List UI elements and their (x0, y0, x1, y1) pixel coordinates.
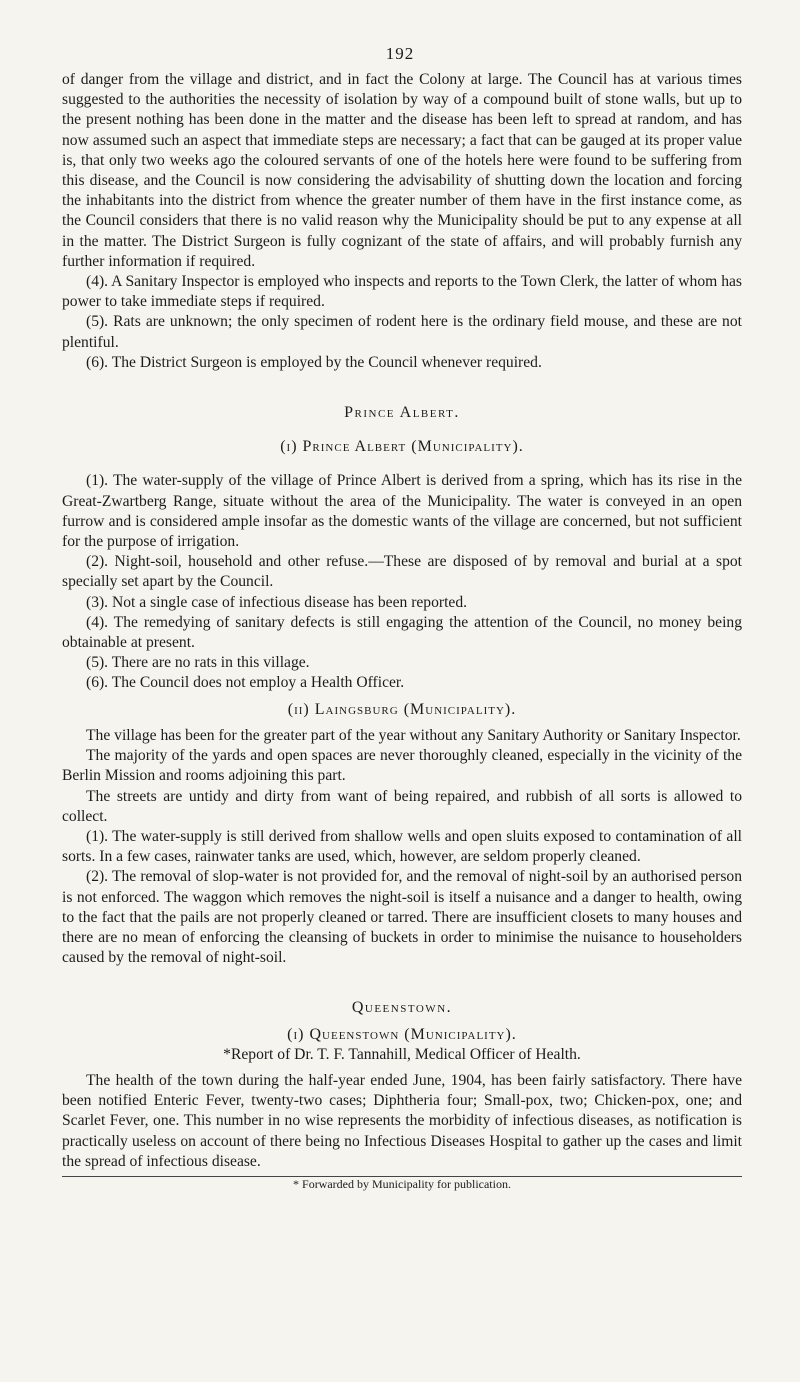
prince-albert-item-5: (5). There are no rats in this village. (86, 654, 310, 672)
laingsburg-item-2: (2). The removal of slop-water is not provided for, and the removal of night-soil by an authorised person is not enforced. The waggon which removes the night-soil is itself a nuisance and a danger to health, owing to the fact that the pails are not properly cleaned or tarred. There are insufficient closets to many houses and there are no mean of enforcing the cleansing of buckets in order to minimise the nuisance to householders caused by the removal of night-soil. (62, 868, 742, 967)
laingsburg-paragraph-3: The streets are untidy and dirty from want of being repaired, and rubbish of all sorts is allowed to collect. (62, 787, 742, 825)
prince-albert-item-2: (2). Night-soil, household and other refuse.—These are disposed of by removal and burial at a spot specially set apart by the Council. (62, 553, 742, 591)
laingsburg-paragraph-1: The village has been for the greater part of the year without any Sanitary Authority or Sanitary Inspector. (86, 726, 741, 744)
intro-paragraph: of danger from the village and district, and in fact the Colony at large. The Council has at various times suggested to the authorities the necessity of isolation by way of a compound built of stone walls, but up to the present nothing has been done in the matter and the disease has been left to spread at random, and has now assumed such an aspect that immediate steps are necessary; a fact that can be gauged at its proper value is, that only two weeks ago the coloured servants of one of the hotels here were found to be suffering from this disease, and the Council is now considering the advisability of shutting down the location and forcing the inhabitants into the district from whence the greater number of them have in the first instance come, as the Council considers that there is no valid reason why the Municipality should be put to any expense at all in the matter. The District Surgeon is fully cognizant of the state of affairs, and will probably furnish any further information if required. (62, 71, 742, 270)
intro-item-5: (5). Rats are unknown; the only specimen of rodent here is the ordinary field mouse, and these are not plentiful. (62, 313, 742, 351)
section-title-queenstown: Queenstown. (351, 999, 453, 1017)
laingsburg-paragraph-2: The majority of the yards and open spaces are never thoroughly cleaned, especially in the vicinity of the Berlin Mission and rooms adjoining this part. (62, 747, 742, 785)
intro-item-6: (6). The District Surgeon is employed by the Council whenever required. (86, 353, 542, 371)
prince-albert-item-4: (4). The remedying of sanitary defects is still engaging the attention of the Council, no money being obtainable at present. (62, 613, 742, 652)
subsection-title-prince-albert-municipality: (i) Prince Albert (Municipality). (280, 438, 524, 456)
section-title-prince-albert: Prince Albert. (344, 404, 460, 422)
prince-albert-item-1: (1). The water-supply of the village of Prince Albert is derived from a spring, which has its rise in the Great-Zwartberg Range, situate without the area of the Municipality. The water is conveyed in an open furrow and is considered ample insofar as the domestic wants of the village are concerned, but not sufficient for the purpose of irrigation. (62, 472, 742, 551)
report-heading: *Report of Dr. T. F. Tannahill, Medical Officer of Health. (223, 1045, 581, 1063)
page-number: 192 (385, 44, 415, 63)
queenstown-paragraph: The health of the town during the half-year ended June, 1904, has been fairly satisfactory. There have been notified Enteric Fever, twenty-two cases; Diphtheria four; Small-pox, two; Chicken-pox, one; and Scarlet Fever, one. This number in no wise represents the morbidity of infectious diseases, as notification is practically useless on account of there being no Infectious Diseases Hospital to gather up the cases and limit the spread of infectious disease. (62, 1071, 742, 1170)
intro-item-4: (4). A Sanitary Inspector is employed who inspects and reports to the Town Clerk, the latter of whom has power to take immediate steps if required. (62, 273, 742, 311)
laingsburg-item-1: (1). The water-supply is still derived from shallow wells and open sluits exposed to contamination of all sorts. In a few cases, rainwater tanks are used, which, however, are seldom properly cleaned. (62, 827, 742, 866)
subsection-title-laingsburg: (ii) Laingsburg (Municipality). (287, 700, 517, 718)
subsection-title-queenstown-municipality: (i) Queenstown (Municipality). (287, 1025, 517, 1043)
document-body (62, 70, 742, 1191)
prince-albert-item-6: (6). The Council does not employ a Health Officer. (86, 674, 405, 692)
prince-albert-item-3: (3). Not a single case of infectious disease has been reported. (86, 593, 468, 611)
footnote: * Forwarded by Municipality for publication. (293, 1176, 511, 1191)
